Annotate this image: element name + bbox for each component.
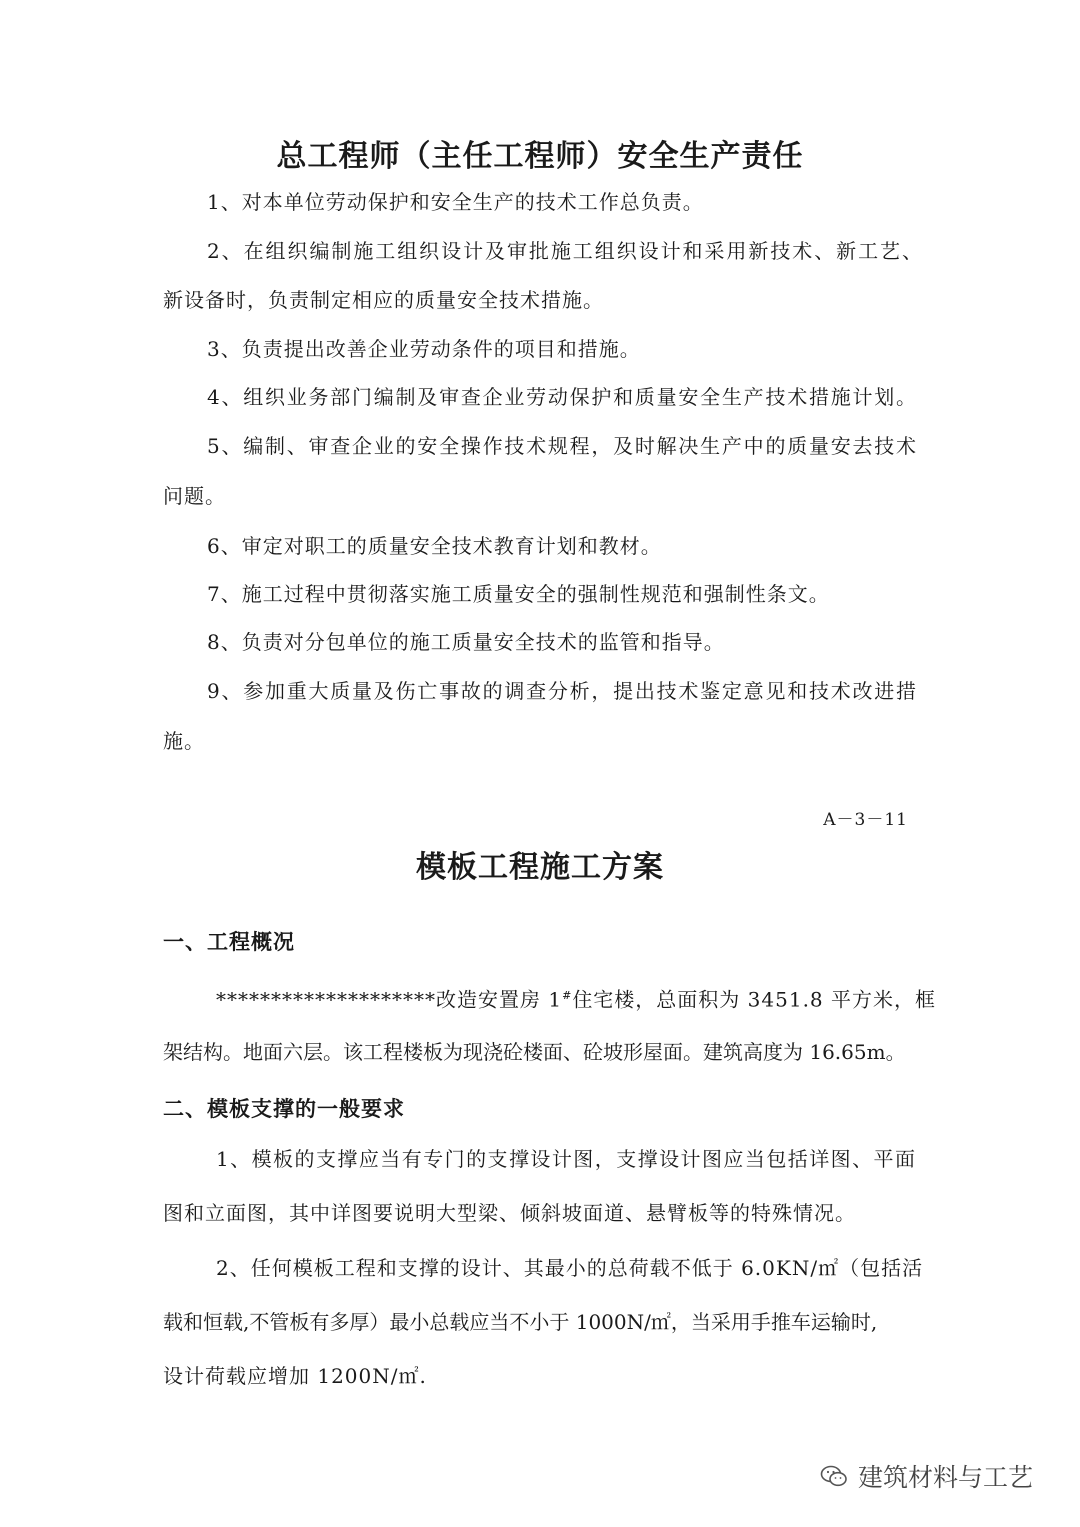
paragraph-line: 设计荷载应增加 1200N/㎡. [163, 1364, 427, 1388]
overview-sup: # [562, 989, 573, 1002]
page-title: 总工程师（主任工程师）安全生产责任 [276, 139, 804, 174]
paragraph-line: 4、组织业务部门编制及审查企业劳动保护和质量安全生产技术措施计划。 [207, 385, 917, 409]
paragraph-line: 5、编制、审查企业的安全操作技术规程，及时解决生产中的质量安去技术 [207, 434, 917, 458]
paragraph-line: 问题。 [163, 484, 226, 508]
watermark-text: 建筑材料与工艺 [858, 1463, 1034, 1492]
paragraph-line: 1、对本单位劳动保护和安全生产的技术工作总负责。 [207, 190, 704, 214]
paragraph-line: 图和立面图，其中详图要说明大型梁、倾斜坡面道、悬臂板等的特殊情况。 [163, 1201, 856, 1225]
paragraph-line: 2、在组织编制施工组织设计及审批施工组织设计和采用新技术、新工艺、 [207, 239, 923, 263]
paragraph-line: 1、模板的支撑应当有专门的支撑设计图，支撑设计图应当包括详图、平面 [216, 1147, 916, 1171]
section-heading: 一、工程概况 [163, 929, 295, 954]
paragraph-line: 新设备时，负责制定相应的质量安全技术措施。 [163, 288, 604, 312]
overview-line: 架结构。地面六层。该工程楼板为现浇砼楼面、砼坡形屋面。建筑高度为 16.65m。 [163, 1040, 906, 1064]
paragraph-line: 8、负责对分包单位的施工质量安全技术的监管和指导。 [207, 630, 725, 654]
overview-line [216, 982, 937, 1014]
paragraph-line: 9、参加重大质量及伤亡事故的调查分析，提出技术鉴定意见和技术改进措 [207, 679, 917, 703]
overview-text-b: 住宅楼，总面积为 3451.8 平方米，框 [572, 987, 937, 1012]
section-title: 模板工程施工方案 [416, 850, 664, 885]
paragraph-line: 2、任何模板工程和支撑的设计、其最小的总荷载不低于 6.0KN/㎡（包括活 [216, 1256, 924, 1280]
paragraph-line: 载和恒载,不管板有多厚）最小总载应当不小于 1000N/㎡，当采用手推车运输时, [163, 1310, 878, 1334]
watermark [820, 1458, 1033, 1494]
paragraph-line: 6、审定对职工的质量安全技术教育计划和教材。 [207, 534, 662, 558]
document-number: A－3－11 [823, 810, 908, 830]
paragraph-line: 3、负责提出改善企业劳动条件的项目和措施。 [207, 337, 641, 361]
wechat-icon [820, 1464, 848, 1488]
section-heading: 二、模板支撑的一般要求 [163, 1096, 405, 1121]
overview-text-a: ********************改造安置房 1 [216, 987, 563, 1012]
paragraph-line: 7、施工过程中贯彻落实施工质量安全的强制性规范和强制性条文。 [207, 582, 830, 606]
paragraph-line: 施。 [163, 729, 205, 753]
